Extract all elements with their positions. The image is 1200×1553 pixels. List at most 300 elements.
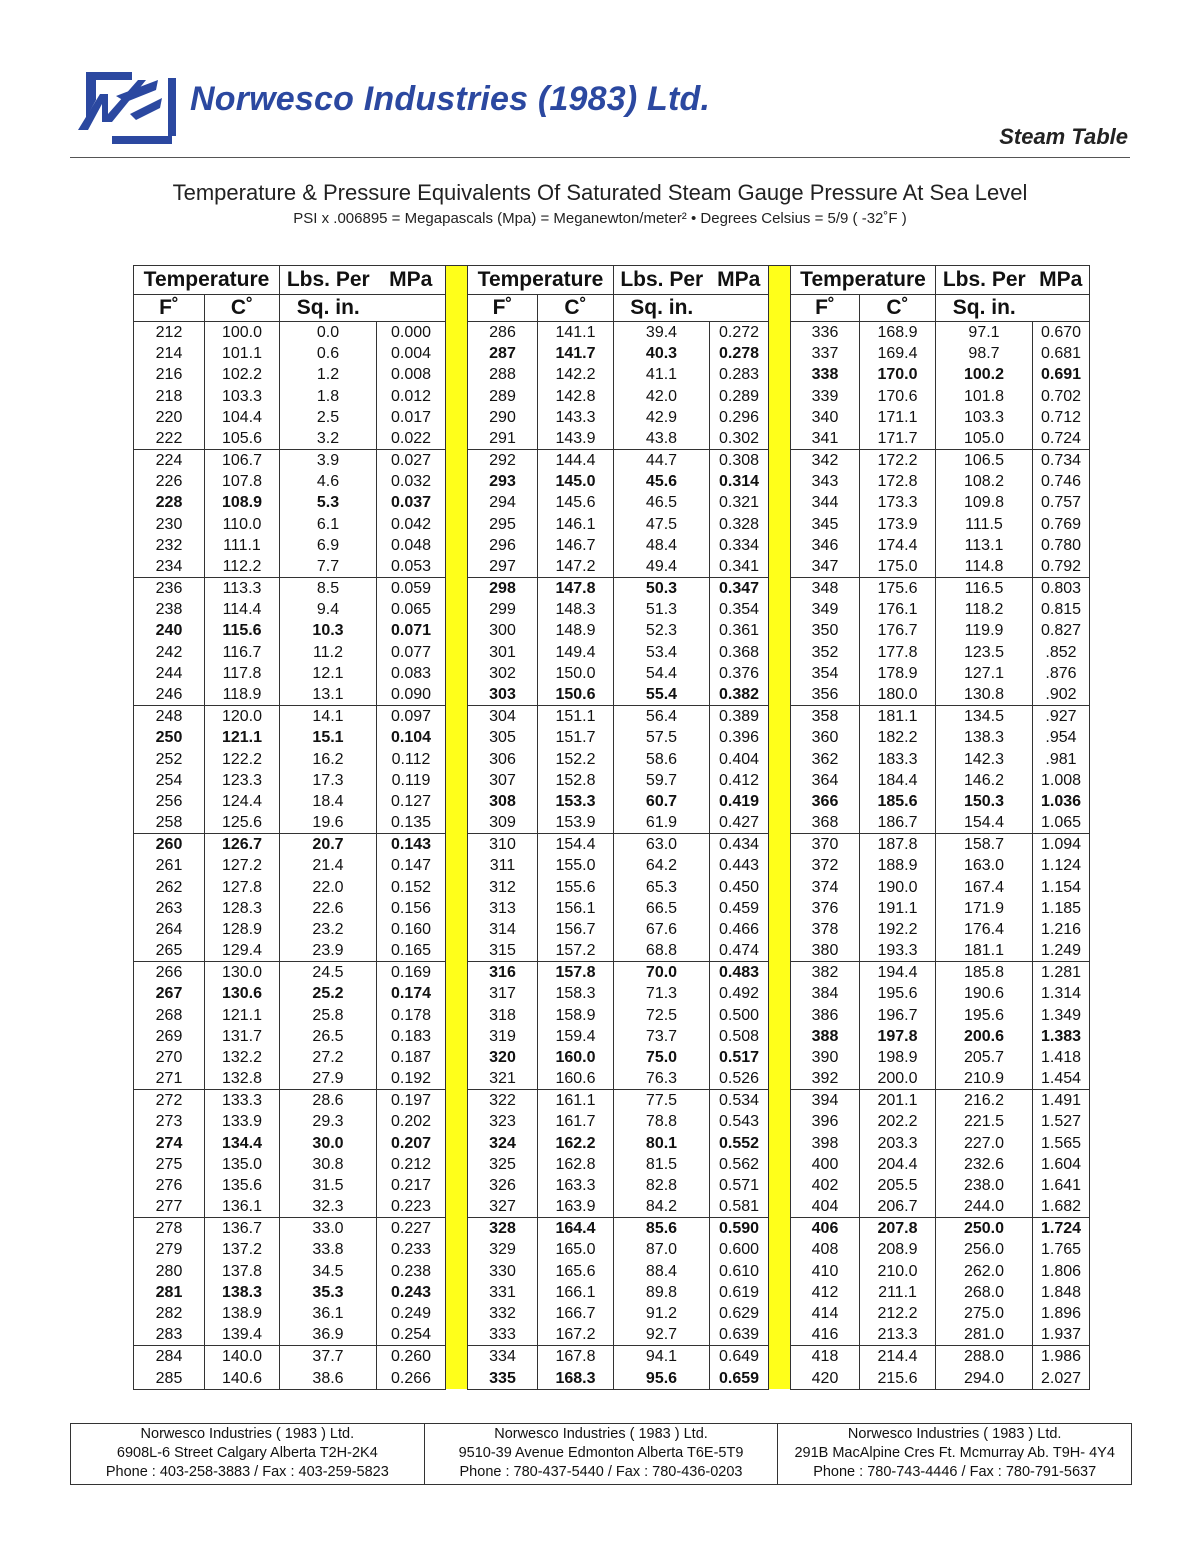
cell-psi: 20.7: [280, 834, 377, 856]
cell-psi: 73.7: [614, 1026, 710, 1047]
cell-fahrenheit: 313: [468, 898, 538, 919]
cell-fahrenheit: 307: [468, 770, 538, 791]
cell-psi: 55.4: [614, 684, 710, 706]
cell-mpa: 0.649: [710, 1346, 769, 1368]
cell-celsius: 141.7: [538, 343, 614, 364]
cell-psi: 221.5: [936, 1111, 1033, 1132]
separator-cell: [446, 578, 468, 600]
cell-celsius: 198.9: [860, 1047, 936, 1068]
cell-fahrenheit: 292: [468, 450, 538, 472]
separator-cell: [769, 1133, 791, 1154]
cell-fahrenheit: 303: [468, 684, 538, 706]
cell-mpa: 0.071: [377, 620, 446, 641]
table-row: [134, 791, 1090, 812]
cell-mpa: 0.160: [377, 919, 446, 940]
separator-cell: [769, 855, 791, 876]
cell-fahrenheit: 327: [468, 1196, 538, 1218]
cell-fahrenheit: 384: [791, 983, 860, 1004]
cell-fahrenheit: 302: [468, 663, 538, 684]
cell-psi: 39.4: [614, 322, 710, 344]
cell-mpa: 0.053: [377, 556, 446, 578]
cell-mpa: 0.347: [710, 578, 769, 600]
cell-mpa: 0.272: [710, 322, 769, 344]
table-row: [134, 1026, 1090, 1047]
cell-fahrenheit: 406: [791, 1218, 860, 1240]
cell-fahrenheit: 329: [468, 1239, 538, 1260]
separator-cell: [769, 748, 791, 769]
cell-psi: 6.1: [280, 514, 377, 535]
cell-fahrenheit: 416: [791, 1324, 860, 1346]
cell-mpa: 0.217: [377, 1175, 446, 1196]
cell-celsius: 163.9: [538, 1196, 614, 1218]
cell-fahrenheit: 248: [134, 706, 205, 728]
cell-psi: 51.3: [614, 599, 710, 620]
norwesco-logo: [72, 70, 190, 150]
cell-fahrenheit: 345: [791, 514, 860, 535]
cell-fahrenheit: 274: [134, 1133, 205, 1154]
cell-celsius: 192.2: [860, 919, 936, 940]
cell-mpa: .852: [1033, 642, 1090, 663]
cell-mpa: 1.124: [1033, 855, 1090, 876]
table-row: [134, 834, 1090, 856]
cell-celsius: 169.4: [860, 343, 936, 364]
separator-cell: [446, 642, 468, 663]
office-phone: Phone : 403-258-3883 / Fax : 403-259-5823: [105, 1464, 389, 1480]
cell-celsius: 155.6: [538, 876, 614, 897]
cell-fahrenheit: 333: [468, 1324, 538, 1346]
cell-psi: 123.5: [936, 642, 1033, 663]
cell-fahrenheit: 271: [134, 1068, 205, 1090]
separator-cell: [769, 663, 791, 684]
cell-psi: 0.0: [280, 322, 377, 344]
cell-fahrenheit: 300: [468, 620, 538, 641]
header-mpa-blank: [377, 295, 446, 322]
cell-mpa: 1.682: [1033, 1196, 1090, 1218]
separator-cell: [769, 919, 791, 940]
cell-psi: 195.6: [936, 1005, 1033, 1026]
cell-mpa: 0.147: [377, 855, 446, 876]
separator-cell: [446, 1111, 468, 1132]
cell-psi: 171.9: [936, 898, 1033, 919]
cell-fahrenheit: 278: [134, 1218, 205, 1240]
cell-celsius: 143.9: [538, 428, 614, 450]
cell-celsius: 120.0: [205, 706, 280, 728]
cell-mpa: 0.659: [710, 1367, 769, 1389]
separator-cell: [769, 642, 791, 663]
cell-fahrenheit: 254: [134, 770, 205, 791]
cell-mpa: 0.691: [1033, 364, 1090, 385]
cell-fahrenheit: 347: [791, 556, 860, 578]
cell-fahrenheit: 366: [791, 791, 860, 812]
cell-fahrenheit: 285: [134, 1367, 205, 1389]
cell-fahrenheit: 404: [791, 1196, 860, 1218]
cell-mpa: 0.223: [377, 1196, 446, 1218]
table-row: [134, 620, 1090, 641]
cell-celsius: 127.8: [205, 876, 280, 897]
cell-psi: 106.5: [936, 450, 1033, 472]
cell-mpa: 1.896: [1033, 1303, 1090, 1324]
table-row: [134, 770, 1090, 791]
cell-fahrenheit: 370: [791, 834, 860, 856]
cell-psi: 27.9: [280, 1068, 377, 1090]
cell-celsius: 145.0: [538, 471, 614, 492]
cell-psi: 9.4: [280, 599, 377, 620]
cell-psi: 63.0: [614, 834, 710, 856]
separator-column: [446, 266, 468, 322]
separator-cell: [446, 1303, 468, 1324]
cell-mpa: 0.135: [377, 812, 446, 834]
cell-celsius: 166.1: [538, 1282, 614, 1303]
cell-celsius: 171.1: [860, 407, 936, 428]
separator-cell: [769, 599, 791, 620]
cell-celsius: 207.8: [860, 1218, 936, 1240]
separator-cell: [769, 1282, 791, 1303]
cell-psi: 181.1: [936, 940, 1033, 962]
cell-psi: 70.0: [614, 962, 710, 984]
cell-celsius: 129.4: [205, 940, 280, 962]
cell-celsius: 136.1: [205, 1196, 280, 1218]
cell-fahrenheit: 272: [134, 1090, 205, 1112]
cell-psi: 43.8: [614, 428, 710, 450]
conversion-formula: PSI x .006895 = Megapascals (Mpa) = Meganewton/meter² • Degrees Celsius = 5/9 ( -32˚F ): [293, 210, 907, 227]
cell-psi: 111.5: [936, 514, 1033, 535]
table-row: [134, 428, 1090, 450]
separator-cell: [446, 663, 468, 684]
cell-fahrenheit: 350: [791, 620, 860, 641]
cell-mpa: 0.012: [377, 386, 446, 407]
cell-fahrenheit: 412: [791, 1282, 860, 1303]
cell-psi: 65.3: [614, 876, 710, 897]
cell-fahrenheit: 212: [134, 322, 205, 344]
cell-fahrenheit: 330: [468, 1261, 538, 1282]
cell-celsius: 146.7: [538, 535, 614, 556]
separator-cell: [446, 386, 468, 407]
cell-fahrenheit: 336: [791, 322, 860, 344]
cell-mpa: 0.048: [377, 535, 446, 556]
cell-celsius: 190.0: [860, 876, 936, 897]
separator-cell: [446, 514, 468, 535]
separator-column: [769, 266, 791, 322]
cell-celsius: 206.7: [860, 1196, 936, 1218]
cell-psi: 294.0: [936, 1367, 1033, 1389]
separator-cell: [769, 407, 791, 428]
cell-fahrenheit: 299: [468, 599, 538, 620]
header-mpa-blank: [1033, 295, 1090, 322]
cell-fahrenheit: 216: [134, 364, 205, 385]
cell-fahrenheit: 388: [791, 1026, 860, 1047]
cell-mpa: 0.238: [377, 1261, 446, 1282]
cell-mpa: 0.376: [710, 663, 769, 684]
cell-celsius: 130.6: [205, 983, 280, 1004]
cell-celsius: 186.7: [860, 812, 936, 834]
cell-psi: 36.9: [280, 1324, 377, 1346]
cell-mpa: 0.027: [377, 450, 446, 472]
cell-psi: 81.5: [614, 1154, 710, 1175]
cell-psi: 163.0: [936, 855, 1033, 876]
separator-cell: [446, 1133, 468, 1154]
cell-fahrenheit: 343: [791, 471, 860, 492]
cell-celsius: 131.7: [205, 1026, 280, 1047]
cell-psi: 48.4: [614, 535, 710, 556]
header-lbs-per: Lbs. Per: [280, 266, 377, 295]
cell-mpa: 0.712: [1033, 407, 1090, 428]
cell-fahrenheit: 234: [134, 556, 205, 578]
cell-psi: 1.8: [280, 386, 377, 407]
cell-mpa: 0.233: [377, 1239, 446, 1260]
table-row: [134, 556, 1090, 578]
cell-fahrenheit: 281: [134, 1282, 205, 1303]
cell-celsius: 145.6: [538, 492, 614, 513]
cell-psi: 12.1: [280, 663, 377, 684]
table-row: [134, 450, 1090, 472]
cell-mpa: 1.154: [1033, 876, 1090, 897]
cell-fahrenheit: 390: [791, 1047, 860, 1068]
cell-celsius: 156.7: [538, 919, 614, 940]
cell-celsius: 180.0: [860, 684, 936, 706]
cell-mpa: 0.404: [710, 748, 769, 769]
separator-cell: [769, 450, 791, 472]
separator-cell: [446, 1239, 468, 1260]
separator-cell: [446, 898, 468, 919]
table-row: [134, 407, 1090, 428]
cell-psi: 30.0: [280, 1133, 377, 1154]
cell-celsius: 140.6: [205, 1367, 280, 1389]
cell-fahrenheit: 286: [468, 322, 538, 344]
cell-mpa: 0.459: [710, 898, 769, 919]
cell-mpa: 0.143: [377, 834, 446, 856]
cell-fahrenheit: 289: [468, 386, 538, 407]
cell-mpa: 0.500: [710, 1005, 769, 1026]
cell-celsius: 148.3: [538, 599, 614, 620]
cell-fahrenheit: 232: [134, 535, 205, 556]
header-celsius: C˚: [205, 295, 280, 322]
cell-celsius: 137.2: [205, 1239, 280, 1260]
cell-mpa: 1.008: [1033, 770, 1090, 791]
cell-celsius: 134.4: [205, 1133, 280, 1154]
cell-celsius: 110.0: [205, 514, 280, 535]
cell-psi: 103.3: [936, 407, 1033, 428]
cell-mpa: 0.610: [710, 1261, 769, 1282]
cell-celsius: 123.3: [205, 770, 280, 791]
cell-mpa: 0.187: [377, 1047, 446, 1068]
cell-celsius: 121.1: [205, 727, 280, 748]
cell-mpa: 1.491: [1033, 1090, 1090, 1112]
cell-celsius: 160.0: [538, 1047, 614, 1068]
cell-mpa: 0.827: [1033, 620, 1090, 641]
separator-cell: [769, 386, 791, 407]
cell-fahrenheit: 323: [468, 1111, 538, 1132]
cell-celsius: 164.4: [538, 1218, 614, 1240]
cell-psi: 89.8: [614, 1282, 710, 1303]
cell-mpa: 0.165: [377, 940, 446, 962]
cell-psi: 119.9: [936, 620, 1033, 641]
table-row: [134, 940, 1090, 962]
cell-mpa: 0.008: [377, 364, 446, 385]
separator-cell: [446, 962, 468, 984]
cell-celsius: 147.2: [538, 556, 614, 578]
cell-psi: 1.2: [280, 364, 377, 385]
cell-mpa: 0.197: [377, 1090, 446, 1112]
separator-cell: [769, 791, 791, 812]
cell-fahrenheit: 414: [791, 1303, 860, 1324]
separator-cell: [446, 1196, 468, 1218]
cell-mpa: 0.492: [710, 983, 769, 1004]
cell-mpa: 0.450: [710, 876, 769, 897]
separator-cell: [769, 706, 791, 728]
cell-mpa: 1.848: [1033, 1282, 1090, 1303]
cell-fahrenheit: 312: [468, 876, 538, 897]
separator-cell: [769, 1111, 791, 1132]
cell-celsius: 113.3: [205, 578, 280, 600]
cell-psi: 16.2: [280, 748, 377, 769]
table-row: [134, 812, 1090, 834]
separator-cell: [446, 364, 468, 385]
cell-celsius: 100.0: [205, 322, 280, 344]
cell-celsius: 115.6: [205, 620, 280, 641]
cell-fahrenheit: 220: [134, 407, 205, 428]
cell-psi: 61.9: [614, 812, 710, 834]
cell-fahrenheit: 337: [791, 343, 860, 364]
cell-mpa: 0.354: [710, 599, 769, 620]
cell-celsius: 149.4: [538, 642, 614, 663]
cell-fahrenheit: 315: [468, 940, 538, 962]
cell-psi: 32.3: [280, 1196, 377, 1218]
cell-celsius: 167.2: [538, 1324, 614, 1346]
office-address: 9510-39 Avenue Edmonton Alberta T6E-5T9: [458, 1445, 744, 1461]
header-temperature: Temperature: [134, 266, 280, 295]
cell-psi: 100.2: [936, 364, 1033, 385]
cell-celsius: 153.3: [538, 791, 614, 812]
cell-mpa: 0.483: [710, 962, 769, 984]
cell-fahrenheit: 332: [468, 1303, 538, 1324]
cell-mpa: 1.216: [1033, 919, 1090, 940]
table-row: [134, 748, 1090, 769]
separator-cell: [446, 855, 468, 876]
cell-mpa: 0.090: [377, 684, 446, 706]
table-row: [134, 578, 1090, 600]
table-row: [134, 1068, 1090, 1090]
table-row: [134, 386, 1090, 407]
cell-fahrenheit: 344: [791, 492, 860, 513]
cell-mpa: 0.059: [377, 578, 446, 600]
separator-cell: [446, 428, 468, 450]
header-sq-in: Sq. in.: [614, 295, 710, 322]
cell-celsius: 125.6: [205, 812, 280, 834]
cell-mpa: 1.383: [1033, 1026, 1090, 1047]
cell-fahrenheit: 246: [134, 684, 205, 706]
cell-mpa: 0.639: [710, 1324, 769, 1346]
separator-cell: [769, 812, 791, 834]
cell-fahrenheit: 408: [791, 1239, 860, 1260]
cell-mpa: 0.792: [1033, 556, 1090, 578]
cell-celsius: 171.7: [860, 428, 936, 450]
cell-psi: 98.7: [936, 343, 1033, 364]
cell-psi: 30.8: [280, 1154, 377, 1175]
header-mpa: MPa: [710, 266, 769, 295]
cell-celsius: 183.3: [860, 748, 936, 769]
cell-mpa: 0.152: [377, 876, 446, 897]
cell-psi: 25.8: [280, 1005, 377, 1026]
cell-psi: 216.2: [936, 1090, 1033, 1112]
cell-fahrenheit: 273: [134, 1111, 205, 1132]
table-body: [134, 322, 1090, 1390]
separator-cell: [446, 876, 468, 897]
cell-celsius: 173.9: [860, 514, 936, 535]
cell-celsius: 133.3: [205, 1090, 280, 1112]
cell-fahrenheit: 297: [468, 556, 538, 578]
cell-fahrenheit: 270: [134, 1047, 205, 1068]
cell-mpa: 0.702: [1033, 386, 1090, 407]
cell-psi: 114.8: [936, 556, 1033, 578]
cell-mpa: 0.296: [710, 407, 769, 428]
cell-celsius: 130.0: [205, 962, 280, 984]
cell-fahrenheit: 224: [134, 450, 205, 472]
cell-celsius: 154.4: [538, 834, 614, 856]
separator-cell: [769, 492, 791, 513]
separator-cell: [446, 492, 468, 513]
cell-fahrenheit: 339: [791, 386, 860, 407]
cell-mpa: 0.249: [377, 1303, 446, 1324]
cell-mpa: 0.022: [377, 428, 446, 450]
table-row: [134, 514, 1090, 535]
header-sq-in: Sq. in.: [280, 295, 377, 322]
cell-mpa: 0.581: [710, 1196, 769, 1218]
cell-mpa: .902: [1033, 684, 1090, 706]
cell-celsius: 177.8: [860, 642, 936, 663]
cell-psi: 14.1: [280, 706, 377, 728]
cell-mpa: 1.806: [1033, 1261, 1090, 1282]
cell-mpa: 0.334: [710, 535, 769, 556]
cell-mpa: 0.534: [710, 1090, 769, 1112]
cell-fahrenheit: 394: [791, 1090, 860, 1112]
cell-mpa: 0.361: [710, 620, 769, 641]
cell-fahrenheit: 354: [791, 663, 860, 684]
cell-celsius: 150.0: [538, 663, 614, 684]
table-row: [134, 1346, 1090, 1368]
cell-psi: 10.3: [280, 620, 377, 641]
cell-celsius: 153.9: [538, 812, 614, 834]
cell-celsius: 170.0: [860, 364, 936, 385]
table-row: [134, 322, 1090, 344]
cell-mpa: 2.027: [1033, 1367, 1090, 1389]
separator-cell: [769, 727, 791, 748]
cell-celsius: 158.9: [538, 1005, 614, 1026]
cell-psi: 23.2: [280, 919, 377, 940]
header-divider: [70, 157, 1130, 158]
cell-mpa: 0.474: [710, 940, 769, 962]
cell-mpa: 0.803: [1033, 578, 1090, 600]
cell-fahrenheit: 226: [134, 471, 205, 492]
cell-mpa: 0.815: [1033, 599, 1090, 620]
cell-celsius: 128.3: [205, 898, 280, 919]
cell-mpa: 0.670: [1033, 322, 1090, 344]
office-name: Norwesco Industries ( 1983 ) Ltd.: [847, 1426, 1062, 1442]
cell-fahrenheit: 258: [134, 812, 205, 834]
cell-fahrenheit: 304: [468, 706, 538, 728]
cell-psi: 26.5: [280, 1026, 377, 1047]
table-row: [134, 343, 1090, 364]
cell-fahrenheit: 267: [134, 983, 205, 1004]
cell-mpa: 0.119: [377, 770, 446, 791]
cell-psi: 116.5: [936, 578, 1033, 600]
separator-cell: [769, 428, 791, 450]
separator-cell: [446, 1367, 468, 1389]
separator-cell: [446, 1218, 468, 1240]
cell-fahrenheit: 342: [791, 450, 860, 472]
cell-celsius: 172.2: [860, 450, 936, 472]
cell-celsius: 188.9: [860, 855, 936, 876]
separator-cell: [446, 535, 468, 556]
